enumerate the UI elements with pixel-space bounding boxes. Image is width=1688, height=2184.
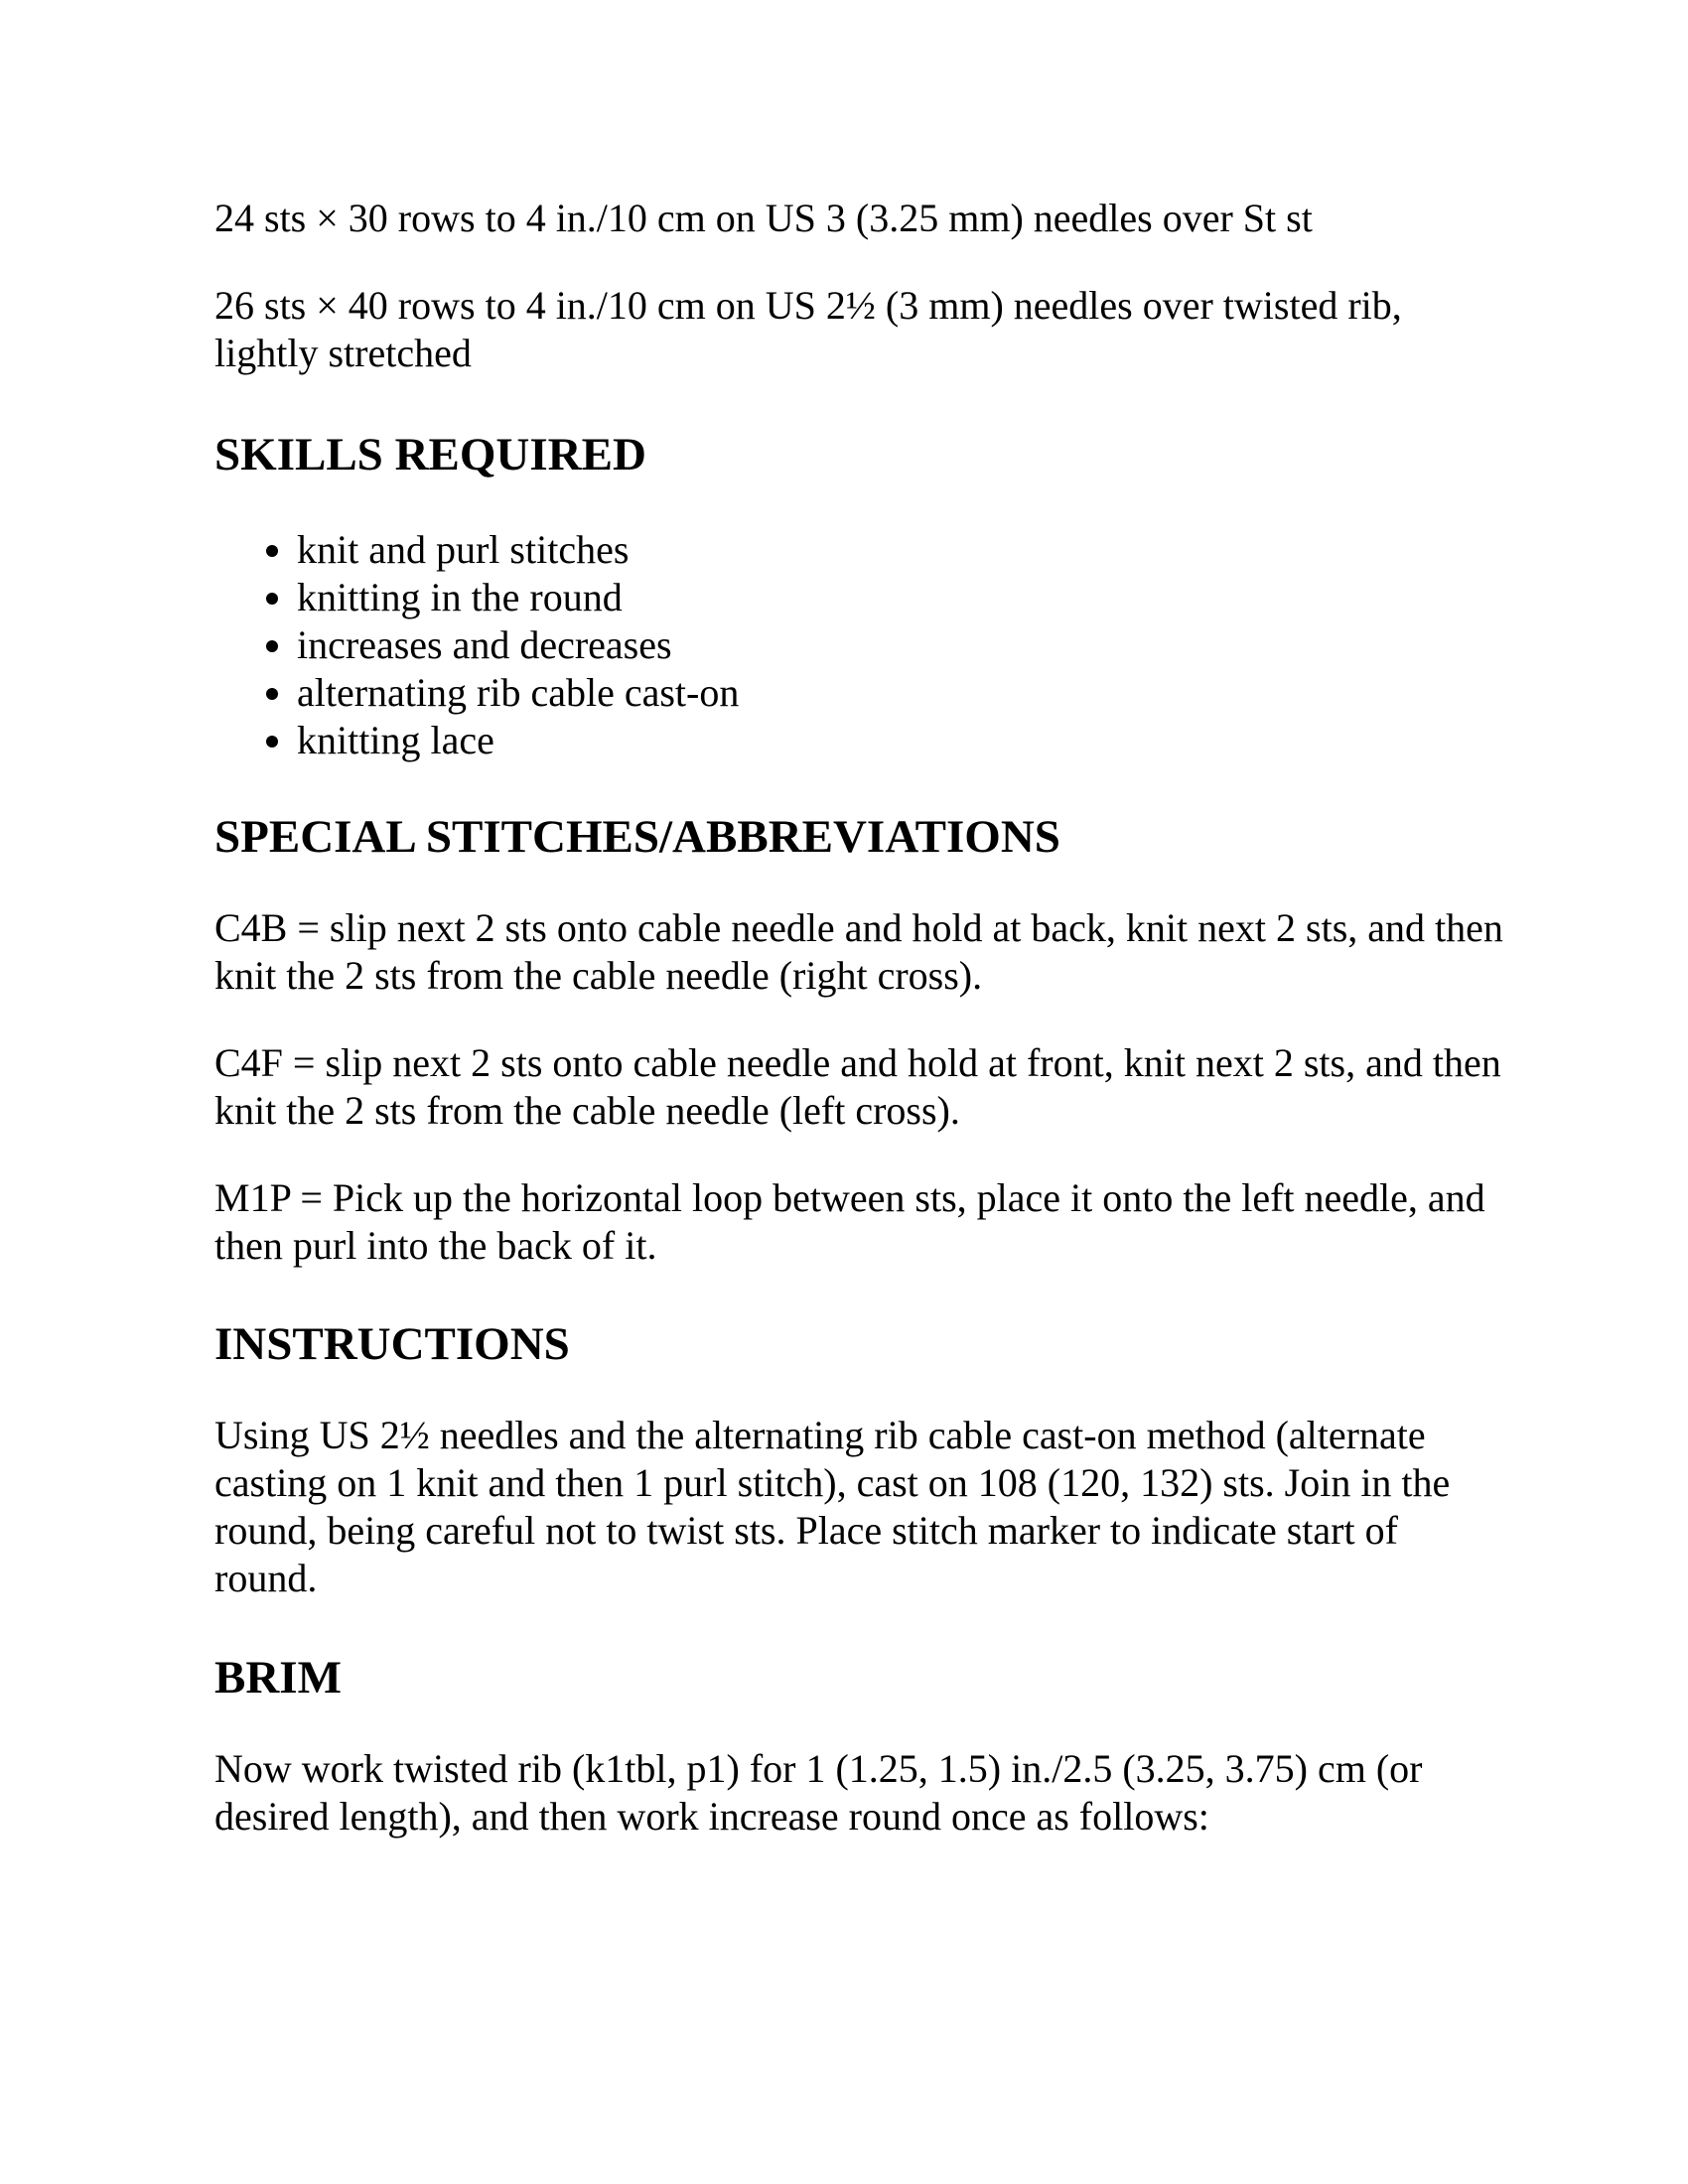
- abbreviation-c4f: C4F = slip next 2 sts onto cable needle and hold at front, knit next 2 sts, and then knit the 2 sts from the cable needle (left cross).: [214, 1040, 1501, 1133]
- abbreviation-c4b: C4B = slip next 2 sts onto cable needle and hold at back, knit next 2 sts, and then knit the 2 sts from the cable needle (right cross).: [214, 905, 1503, 998]
- gauge-twisted-rib: 26 sts × 40 rows to 4 in./10 cm on US 2½ (3 mm) needles over twisted rib, lightly stretched: [214, 283, 1402, 375]
- abbreviation-m1p: M1P = Pick up the horizontal loop between sts, place it onto the left needle, and then purl into the back of it.: [214, 1175, 1485, 1268]
- instructions-text: Using US 2½ needles and the alternating rib cable cast-on method (alternate casting on 1 knit and then 1 purl stitch), cast on 108 (120, 132) sts. Join in the round, being careful not to twist sts. Place stitch marker to indicate start of round.: [214, 1413, 1451, 1600]
- document-body: [214, 195, 1505, 1841]
- gauge-stockinette: 24 sts × 30 rows to 4 in./10 cm on US 3 (3.25 mm) needles over St st: [214, 196, 1313, 240]
- skills-heading: SKILLS REQUIRED: [214, 429, 646, 480]
- list-item: • increases and decreases: [297, 621, 1505, 669]
- special-stitches-heading: SPECIAL STITCHES/ABBREVIATIONS: [214, 811, 1060, 863]
- list-item: • knit and purl stitches: [297, 526, 1505, 574]
- skills-list: [214, 526, 1505, 764]
- list-item: • alternating rib cable cast-on: [297, 669, 1505, 717]
- list-item: • knitting in the round: [297, 574, 1505, 621]
- list-item: • knitting lace: [297, 717, 1505, 764]
- brim-text: Now work twisted rib (k1tbl, p1) for 1 (1.25, 1.5) in./2.5 (3.25, 3.75) cm (or desired length), and then work increase round once as follows:: [214, 1746, 1423, 1839]
- instructions-heading: INSTRUCTIONS: [214, 1318, 570, 1370]
- brim-heading: BRIM: [214, 1652, 342, 1704]
